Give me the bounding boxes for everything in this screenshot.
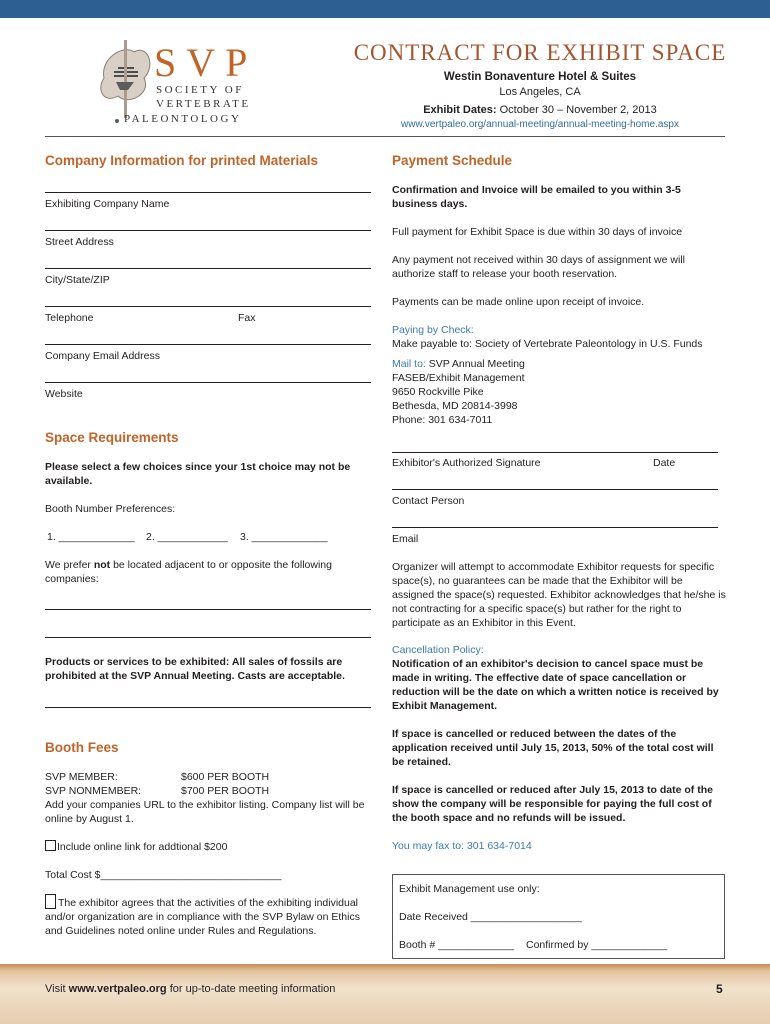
mail-to-line-2: FASEB/Exhibit Management (392, 372, 525, 384)
booth-preferences-label: Booth Number Preferences: (45, 503, 176, 515)
street-address-field[interactable] (45, 230, 371, 231)
venue-city: Los Angeles, CA (499, 86, 581, 98)
svg-text:VERTEBRATE: VERTEBRATE (156, 98, 251, 110)
member-label: SVP MEMBER: (45, 771, 118, 783)
full-payment-note: Full payment for Exhibit Space is due within 30 days of invoice (392, 226, 683, 238)
url-listing-note: Add your companies URL to the exhibitor listing. Company list will be online by August 1. (45, 799, 365, 825)
signature-date-label: Date (653, 457, 676, 469)
company-email-field[interactable] (45, 344, 371, 345)
header-divider (45, 136, 725, 137)
fax-label: Fax (238, 312, 256, 324)
cancellation-label: Cancellation Policy: (392, 644, 484, 656)
exhibit-dates: Exhibit Dates: October 30 – November 2, 2013 (423, 104, 657, 116)
telephone-fax-field[interactable] (45, 306, 371, 307)
meeting-url-link[interactable]: www.vertpaleo.org/annual-meeting/annual-meeting-home.aspx (401, 119, 679, 130)
cancellation-notification: Notification of an exhibitor's decision to cancel space must be made in writing. The effective date of space cancellation or reduction will be the date on which a written notice is received by Exhibit Management. (392, 658, 719, 712)
organizer-note: Organizer will attempt to accommodate Exhibitor requests for specific space(s), no guarantees can be made that the Exhibitor will be assigned the space(s) requested. Exhibitor acknowledges that he/she is not contracting for a specific space(s) but rather for the right to participate as an Exhibitor in this Event. (392, 561, 726, 629)
space-note: Please select a few choices since your 1st choice may not be available. (45, 461, 351, 487)
payment-schedule-heading: Payment Schedule (392, 153, 513, 168)
booth-preference-1[interactable]: 1. _____________ (47, 531, 135, 543)
top-banner (0, 0, 770, 18)
confirmation-note: Confirmation and Invoice will be emailed to you within 3-5 business days. (392, 184, 681, 210)
svp-logo (94, 38, 284, 128)
booth-preference-3[interactable]: 3. _____________ (240, 531, 328, 543)
signature-label: Exhibitor's Authorized Signature (392, 457, 541, 469)
total-cost-field[interactable]: Total Cost $_______________________________ (45, 869, 282, 881)
booth-preference-2[interactable]: 2. ____________ (146, 531, 228, 543)
booth-number-field[interactable]: Booth # _____________ (399, 939, 515, 951)
mail-to-line-4: Bethesda, MD 20814-3998 (392, 400, 518, 412)
footer-note: Visit www.vertpaleo.org for up-to-date meeting information (45, 983, 336, 995)
page-number: 5 (716, 982, 723, 996)
online-payment-note: Payments can be made online upon receipt of invoice. (392, 296, 645, 308)
svg-text:SVP: SVP (154, 40, 258, 85)
online-link-checkbox[interactable] (45, 840, 56, 851)
website-label: Website (45, 388, 83, 400)
venue-name: Westin Bonaventure Hotel & Suites (443, 71, 637, 83)
products-note: Products or services to be exhibited: All sales of fossils are prohibited at the SVP Annual Meeting. Casts are acceptable. (45, 656, 345, 682)
mail-to-line-3: 9650 Rockville Pike (392, 386, 484, 398)
contact-email-field[interactable] (392, 527, 718, 528)
check-label: Paying by Check: (392, 324, 474, 336)
company-name-label: Exhibiting Company Name (45, 198, 170, 210)
svg-text:PALEONTOLOGY: PALEONTOLOGY (124, 113, 242, 125)
mail-to-line-1: Mail to: SVP Annual Meeting (392, 358, 525, 370)
check-payable: Make payable to: Society of Vertebrate Paleontology in U.S. Funds (392, 338, 703, 350)
fossil-emblem-icon (101, 40, 150, 123)
cancellation-after-july: If space is cancelled or reduced after July 15, 2013 to date of the show the company will be responsible for paying the full cost of the booth space and no refunds will be issued. (392, 784, 713, 824)
telephone-label: Telephone (45, 312, 94, 324)
nonmember-label: SVP NONMEMBER: (45, 785, 142, 797)
adjacency-note: We prefer not be located adjacent to or opposite the following companies: (45, 559, 332, 585)
online-link-label: Include online link for addtional $200 (57, 841, 228, 853)
adjacency-field-2[interactable] (45, 637, 371, 638)
management-title: Exhibit Management use only: (399, 883, 540, 895)
contact-person-field[interactable] (392, 489, 718, 490)
company-name-field[interactable] (45, 192, 371, 193)
member-price: $600 PER BOOTH (181, 771, 270, 783)
signature-field[interactable] (392, 452, 718, 453)
contact-email-label: Email (392, 533, 419, 545)
adjacency-field-1[interactable] (45, 609, 371, 610)
street-address-label: Street Address (45, 236, 114, 248)
company-info-heading: Company Information for printed Materials (45, 153, 319, 168)
city-state-zip-field[interactable] (45, 268, 371, 269)
release-note: Any payment not received within 30 days of assignment we will authorize staff to release your booth reservation. (392, 254, 685, 280)
footer-site-link[interactable]: www.vertpaleo.org (68, 983, 167, 995)
mail-to-line-5: Phone: 301 634-7011 (392, 414, 493, 426)
cancellation-before-july: If space is cancelled or reduced between the dates of the application received until July 15, 2013, 50% of the total cost will be retained. (392, 728, 714, 768)
booth-fees-heading: Booth Fees (45, 740, 119, 755)
city-state-zip-label: City/State/ZIP (45, 274, 110, 286)
page-title: CONTRACT FOR EXHIBIT SPACE (353, 40, 727, 65)
website-field[interactable] (45, 382, 371, 383)
space-requirements-heading: Space Requirements (45, 430, 179, 445)
date-received-field[interactable]: Date Received ___________________ (399, 911, 582, 923)
products-field[interactable] (45, 707, 371, 708)
company-email-label: Company Email Address (45, 350, 160, 362)
fax-number: You may fax to: 301 634-7014 (392, 840, 532, 852)
svg-text:SOCIETY OF: SOCIETY OF (156, 84, 244, 96)
nonmember-price: $700 PER BOOTH (181, 785, 270, 797)
confirmed-by-field[interactable]: Confirmed by _____________ (526, 939, 668, 951)
agreement-text: The exhibitor agrees that the activities of the exhibiting individual and/or organization are in compliance with the SVP Bylaw on Ethics and Guidelines noted online under Rules and Regulations. (45, 897, 360, 937)
contact-person-label: Contact Person (392, 495, 465, 507)
